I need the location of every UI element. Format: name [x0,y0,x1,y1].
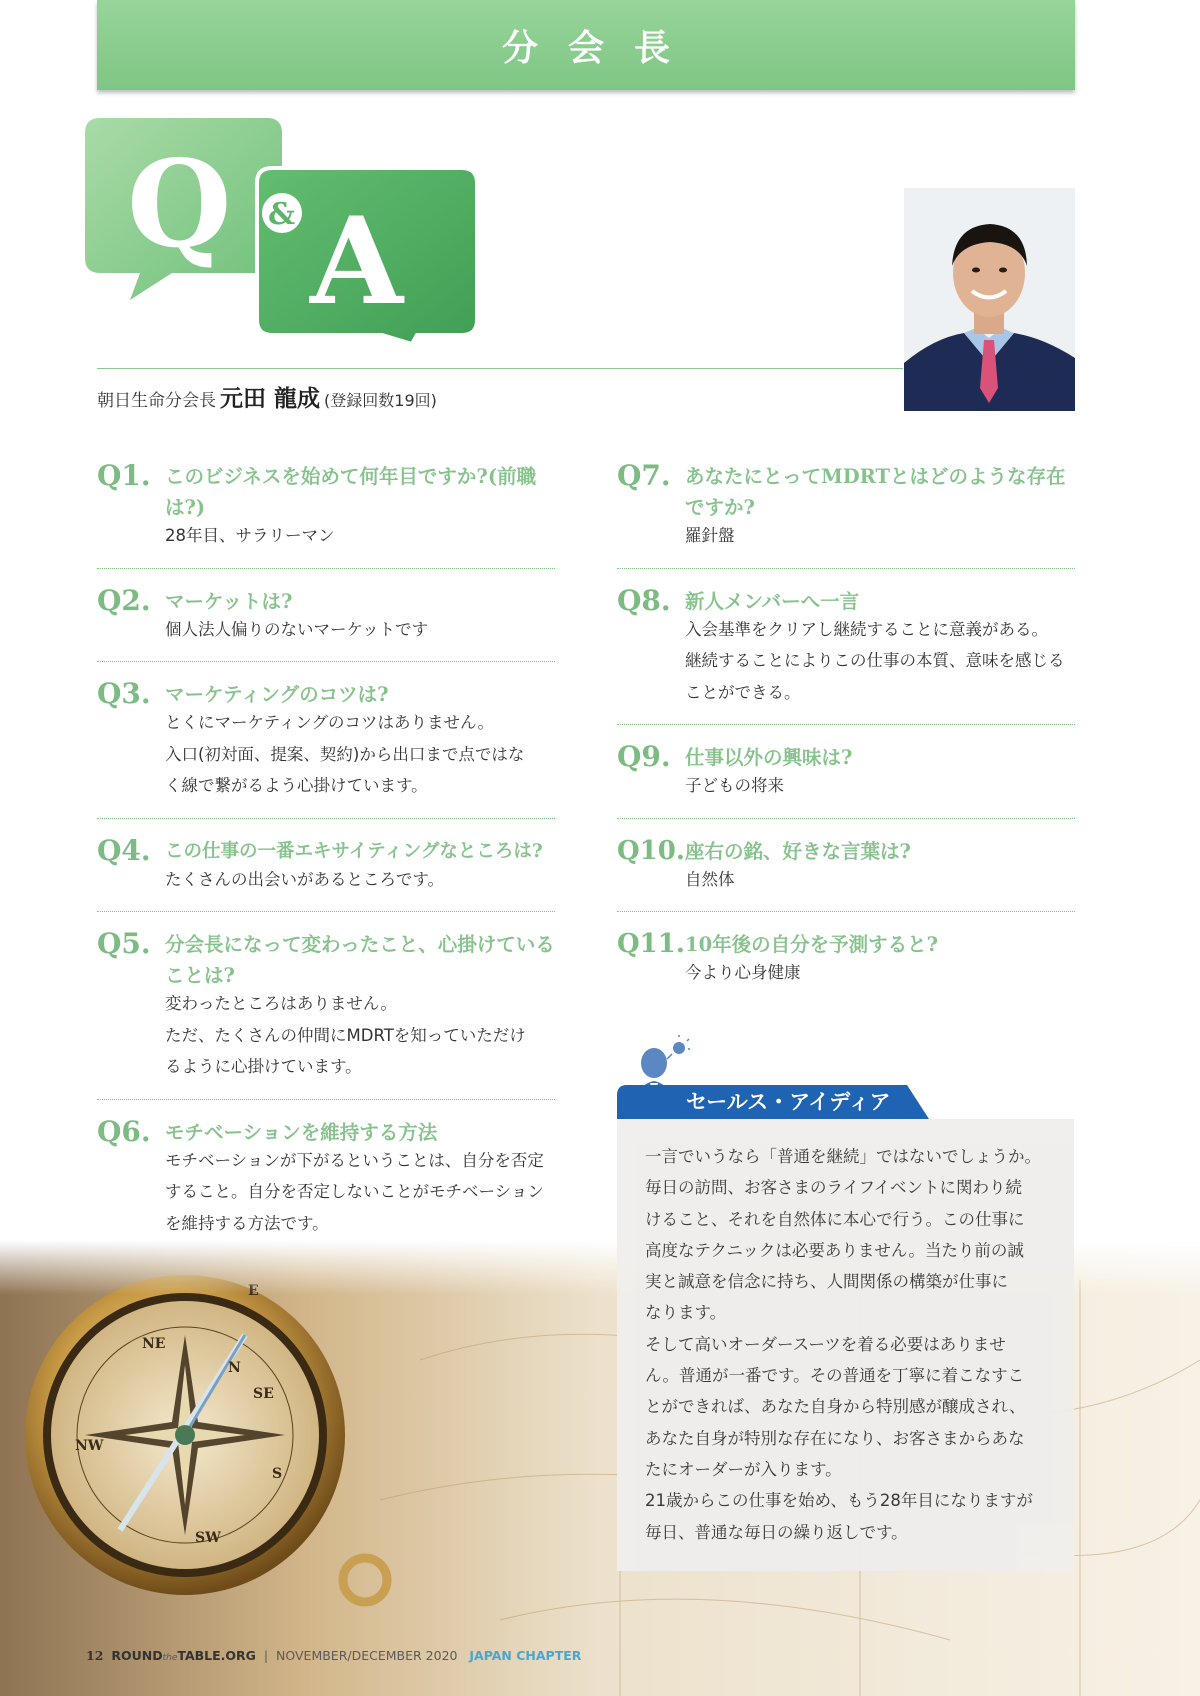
question-number: Q1. [97,459,151,492]
answer-line: く線で繋がるよう心掛けています。 [165,776,428,795]
sales-idea-box [617,1119,1074,1571]
header-title: 分会長 [501,27,700,69]
idea-line: 一言でいうなら「普通を継続」ではないでしょうか。 [645,1147,1041,1166]
question-text: 仕事以外の興味は? [685,746,853,769]
qa-item-q3 [97,678,555,819]
question-number: Q4. [97,833,151,867]
answer-line: たくさんの出会いがあるところです。 [165,869,445,889]
question-number: Q6. [97,1114,151,1148]
idea-line: 21歳からこの仕事を始め、もう28年目になりますが [645,1491,1033,1511]
answer-line: るように心掛けています。 [165,1057,362,1076]
answer-line: モチベーションが下がるということは、自分を否定 [165,1150,544,1170]
answer-line: ただ、たくさんの仲間にMDRTを知っていただけ [165,1025,526,1045]
idea-line: けること、それを自然体に本心で行う。この仕事に [645,1209,1025,1229]
page-number: 12 [86,1648,104,1663]
header-banner [97,0,1075,90]
idea-line: 高度なテクニックは必要ありません。当たり前の誠 [645,1240,1024,1260]
idea-line: なります。 [645,1303,727,1323]
footer-brand-round: ROUND [111,1648,163,1663]
qa-item-q4 [97,835,555,913]
idea-line: たにオーダーが入ります。 [645,1459,842,1479]
qa-item-q10 [617,835,1075,913]
byline-rule [97,368,903,369]
question-number: Q3. [97,677,151,710]
footer-issue: NOVEMBER/DECEMBER 2020 [276,1648,458,1663]
portrait-photo [904,188,1075,411]
answer-line: とくにマーケティングのコツはありません。 [165,713,495,732]
question-number: Q2. [97,583,151,617]
qa-item-q5 [97,928,555,1100]
question-number: Q5. [97,927,151,960]
answer-line: 入会基準をクリアし継続することに意義がある。 [685,619,1048,639]
question-number: Q10. [617,835,685,866]
qa-logo-amp: & [268,197,296,232]
qa-item-q2 [97,585,555,663]
question-text: 新人メンバーへ一言 [685,589,860,613]
idea-line: 毎日の訪問、お客さまのライフイベントに関わり続 [645,1178,1023,1198]
answer-line: 個人法人偏りのないマーケットです [165,619,429,639]
idea-line: そして高いオーダースーツを着る必要はありませ [645,1334,1006,1354]
question-text: 座右の銘、好きな言葉は? [685,839,911,863]
byline-registration: (登録回数19回) [324,391,437,410]
question-number: Q9. [617,740,671,773]
question-text: 分会長になって変わったこと、心掛けていることは? [165,933,555,987]
question-text: マーケティングのコツは? [165,683,389,706]
qa-item-q9 [617,741,1075,819]
qa-item-q1 [97,460,555,569]
qa-column-right [617,460,1075,1021]
footer-brand-the: the [162,1653,178,1663]
answer-line: ことができる。 [685,682,801,702]
idea-tab-label: セールス・アイディア [686,1090,891,1114]
question-text: マーケットは? [165,589,293,613]
question-number: Q7. [617,459,671,492]
qa-logo-q: Q [127,134,232,275]
footer-brand-table: TABLE.ORG [177,1648,256,1663]
footer-chapter: JAPAN CHAPTER [469,1648,582,1663]
answer-line: すること。自分を否定しないことがモチベーション [165,1182,544,1201]
answer-line: 28年目、サラリーマン [165,526,335,545]
answer-line: 変わったところはありません。 [165,994,397,1013]
answer-line: 子どもの将来 [685,776,784,795]
question-number: Q8. [617,583,671,617]
answer-line: 自然体 [685,869,735,889]
qa-item-q7 [617,460,1075,569]
qa-item-q8 [617,585,1075,726]
byline-name: 元田 龍成 [220,386,321,412]
question-text: あなたにとってMDRTとはどのような存在ですか? [685,465,1066,519]
question-text: 10年後の自分を予測すると? [685,933,939,956]
qa-item-q6 [97,1116,555,1256]
answer-line: を維持する方法です。 [165,1213,329,1233]
idea-line: 毎日、普通な毎日の繰り返しです。 [645,1522,908,1542]
idea-line: あなた自身が特別な存在になり、お客さまからあな [645,1428,1025,1448]
qa-item-q11 [617,928,1075,1005]
question-text: この仕事の一番エキサイティングなところは? [165,840,543,862]
question-text: モチベーションを維持する方法 [165,1120,438,1144]
idea-line: とができれば、あなた自身から特別感が醸成され、 [645,1397,1026,1417]
qa-logo-a: A [310,191,404,332]
answer-line: 羅針盤 [685,526,735,545]
answer-line: 継続することによりこの仕事の本質、意味を感じる [685,651,1065,670]
idea-line: 実と誠意を信念に持ち、人間関係の構築が仕事に [645,1272,1008,1292]
answer-line: 今より心身健康 [685,963,801,982]
qa-logo [82,118,482,348]
idea-line: ん。普通が一番です。その普通を丁寧に着こなすこ [645,1366,1025,1386]
qa-column-left [97,460,555,1271]
question-text: このビジネスを始めて何年目ですか?(前職は?) [165,465,537,519]
byline-company-title: 朝日生命分会長 [97,391,216,411]
question-number: Q11. [617,929,685,959]
page-footer: 12 ROUNDtheTABLE.ORG | NOVEMBER/DECEMBER 2020 JAPAN CHAPTER [86,1648,582,1663]
answer-line: 入口(初対面、提案、契約)から出口まで点ではな [165,744,525,764]
byline [97,380,437,413]
